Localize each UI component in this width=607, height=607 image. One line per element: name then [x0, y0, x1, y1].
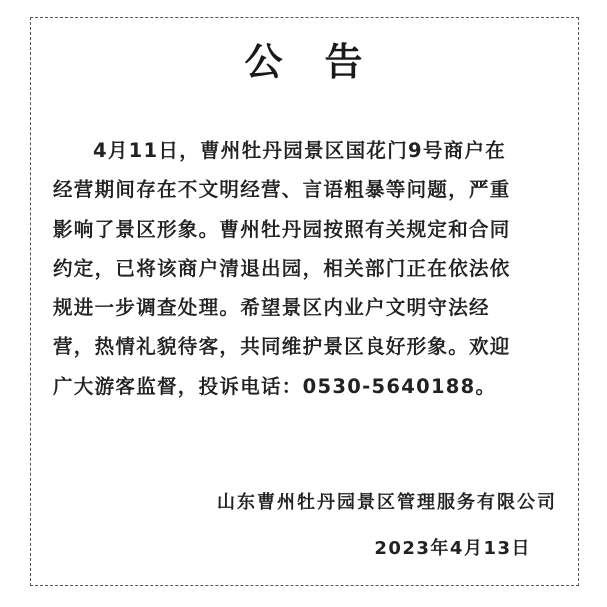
- body-line: 约定，已将该商户清退出园，相关部门正在依法依: [53, 256, 511, 280]
- issue-date: 2023年4月13日: [374, 538, 531, 559]
- notice-title: 公告: [244, 40, 405, 84]
- notice-body: [53, 131, 573, 406]
- body-line: 广大游客监督，投诉电话：0530-5640188。: [53, 374, 497, 398]
- body-line: 经营期间存在不文明经营、言语粗暴等问题，严重: [53, 178, 511, 202]
- body-line: 4月11日，曹州牡丹园景区国花门9号商户在: [93, 139, 507, 162]
- body-line: 影响了景区形象。曹州牡丹园按照有关规定和合同: [53, 217, 511, 241]
- body-line: 营，热情礼貌待客，共同维护景区良好形象。欢迎: [53, 335, 511, 359]
- body-line: 规进一步调查处理。希望景区内业户文明守法经: [53, 296, 490, 320]
- issuer-name: 山东曹州牡丹园景区管理服务有限公司: [217, 492, 557, 513]
